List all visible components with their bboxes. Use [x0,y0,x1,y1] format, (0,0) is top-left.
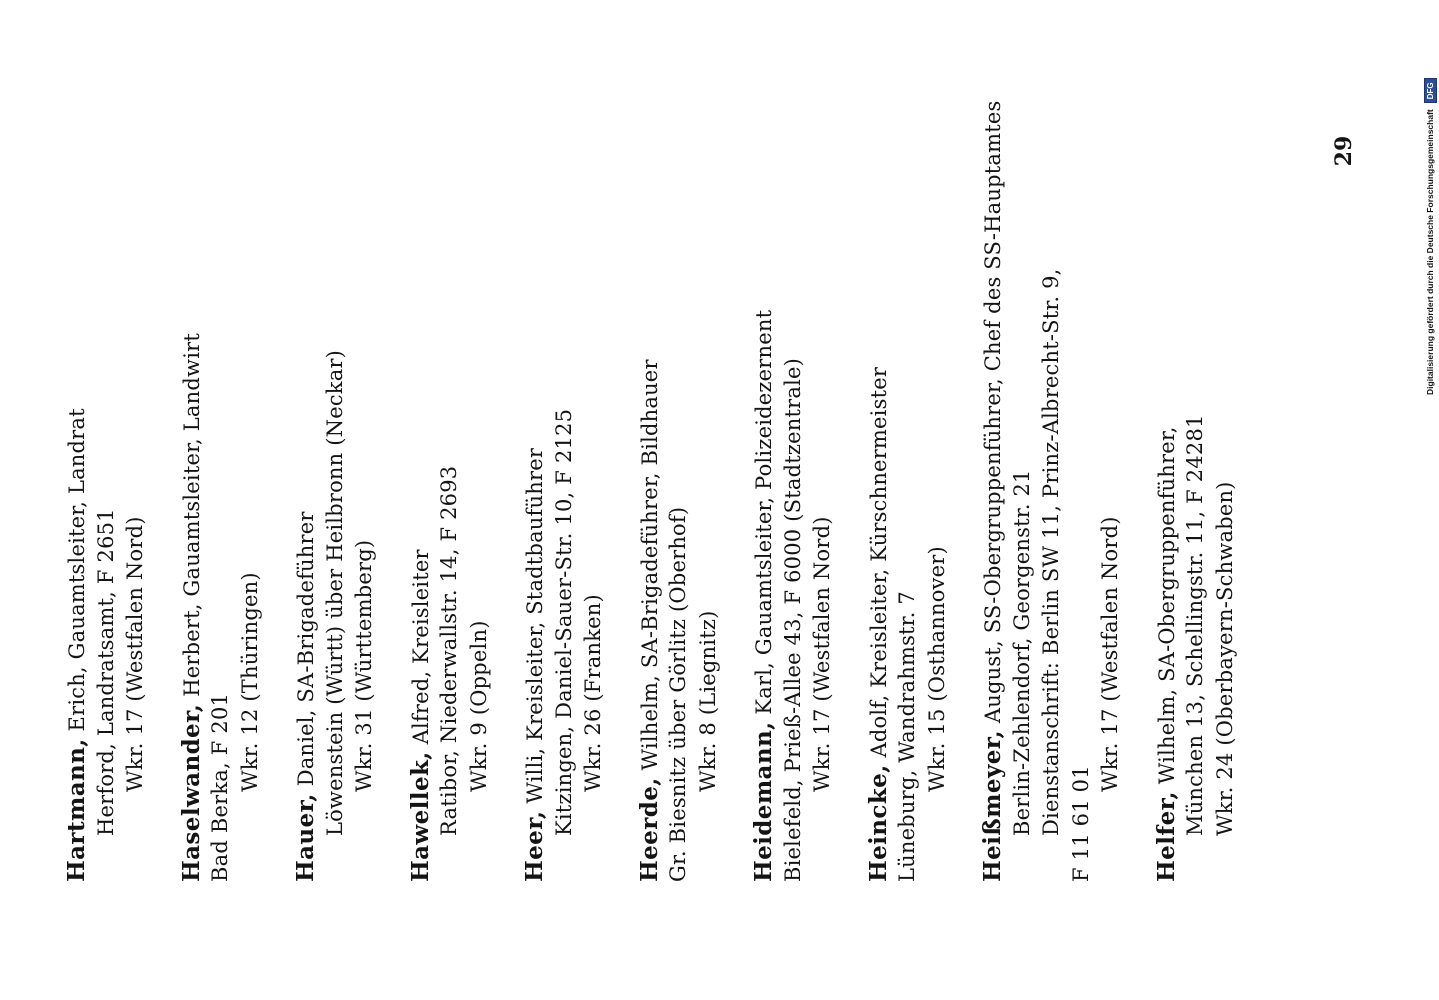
directory-entry [864,22,953,882]
entry-first-line [291,22,321,882]
entry-first-line [635,22,665,882]
entry-line: Ratibor, Niederwallstr. 14, F 2693 [437,465,461,836]
entry-first-line [177,22,207,882]
entry-name: Heißmeyer, [979,730,1006,882]
entry-name: Helfer, [1152,791,1180,882]
entry-first-line [749,22,779,882]
entry-name: Hartmann, [63,738,90,882]
entry-first-line [864,22,894,882]
entry-line: Berlin-Zehlendorf, Georgenstr. 21 [1009,469,1034,836]
entry-title: Daniel, SA-Brigadeführer [294,511,318,794]
entry-line: Wkr. 8 (Liegnitz) [695,610,720,792]
entry-title: Willi, Kreisleiter, Stadtbauführer [523,447,547,811]
entry-line: Wkr. 17 (Westfalen Nord) [123,516,147,792]
entry-title: Wilhelm, SA-Obergruppenführer, [1154,426,1179,792]
entry-name: Haselwander, [177,703,205,882]
entry-line: Wkr. 26 (Franken) [581,594,605,792]
dfg-logo: DFG [1424,78,1437,103]
entry-title: Karl, Gauamtsleiter, Polizeidezernent [752,309,776,722]
entry-first-line [520,22,550,882]
digitization-footer [1421,5,1439,395]
entry-line: Wkr. 17 (Westfalen Nord) [1098,516,1122,792]
entry-name: Hawellek, [406,751,434,882]
entry-line: Bad Berka, F 201 [208,692,232,882]
entry-title: August, SS-Obergruppenführer, Chef des SS-Hauptamtes [981,100,1005,730]
entry-name: Heincke, [864,764,892,882]
entry-list [62,22,1266,882]
entry-first-line [406,22,436,882]
page-number: 29 [1331,135,1357,167]
entry-line: Lüneburg, Wandrahmstr. 7 [895,591,919,882]
entry-name: Heidemann, [750,721,777,882]
directory-entry [1152,22,1241,882]
entry-line: München 13, Schellingstr. 11, F 24281 [1183,414,1207,836]
entry-line: Bielefeld, Prieß-Allee 43, F 6000 (Stadtzentrale) [780,357,805,882]
entry-title: Herbert, Gauamtsleiter, Landwirt [179,333,204,704]
entry-line: Herford, Landratsamt, F 2651 [93,508,118,836]
directory-entry [635,22,724,882]
directory-entry [749,22,838,882]
entry-line: Wkr. 17 (Westfalen Nord) [810,516,834,792]
directory-entry [520,22,609,882]
digitization-note: Digitalisierung gefördert durch die Deutsche Forschungsgemeinschaft [1425,109,1435,395]
entry-line: Wkr. 31 (Württemberg) [352,539,376,792]
entry-line: Wkr. 9 (Oppeln) [466,620,491,792]
entry-line: Kitzingen, Daniel-Sauer-Str. 10, F 2125 [551,408,576,836]
entry-line: Gr. Biesnitz über Görlitz (Oberhof) [666,506,690,882]
directory-entry [177,22,266,882]
entry-title: Adolf, Kreisleiter, Kürschnermeister [866,366,891,765]
directory-entry [291,22,380,882]
entry-line: Wkr. 12 (Thüringen) [237,572,262,792]
entry-title: Wilhelm, SA-Brigadeführer, Bildhauer [637,359,662,778]
directory-entry [62,22,151,882]
entry-first-line [1152,22,1182,882]
entry-first-line [62,22,92,882]
entry-name: Hauer, [292,793,319,882]
entry-title: Erich, Gauamtsleiter, Landrat [65,408,89,739]
entry-line: Dienstanschrift: Berlin SW 11, Prinz-Albrecht-Str. 9, [1039,268,1063,836]
directory-entry [978,22,1126,882]
entry-name: Heer, [521,810,548,882]
entry-line: Wkr. 15 (Osthannover) [924,546,949,792]
directory-entry [406,22,495,882]
entry-line: Löwenstein (Württ) über Heilbronn (Neckar) [322,349,347,836]
entry-name: Heerde, [635,777,663,882]
entry-title: Alfred, Kreisleiter [408,549,433,752]
entry-line: Wkr. 24 (Oberbayern-Schwaben) [1212,481,1237,836]
entry-first-line [978,22,1008,882]
entry-line: F 11 61 01 [1068,765,1093,882]
